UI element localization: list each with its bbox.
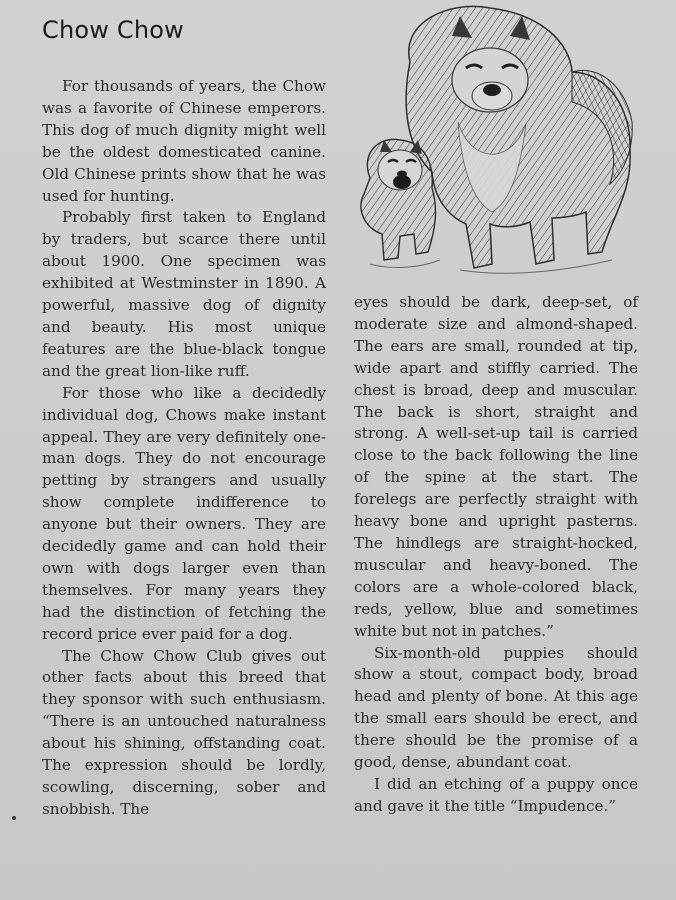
right-text-column bbox=[354, 292, 638, 818]
paragraph-puppies: Six-month-old puppies should show a stout, compact body, broad head and plenty of bone. At this age the small ears should be erect, and there should be the promise of a good, dense, abundant coat. bbox=[354, 643, 638, 772]
paragraph-england: Probably first taken to England by traders, but scarce there until about 1900. One specimen was exhibited at Westminster in 1890. A powerful, massive dog of dignity and beauty. His most unique features are the blue-black tongue and the great lion-like ruff. bbox=[42, 208, 326, 380]
chow-chow-illustration bbox=[340, 2, 640, 284]
adult-chow-figure bbox=[406, 6, 632, 273]
paragraph-history: For thousands of years, the Chow was a favorite of Chinese emperors. This dog of much dignity might well be the oldest domesticated canine. Old Chinese prints show that he was used for hunting. bbox=[42, 77, 326, 205]
paragraph-club-quote-cont: eyes should be dark, deep-set, of moderate size and almond-shaped. The ears are small, rounded at tip, wide apart and stiffly carried. The chest is broad, deep and muscular. The back is short, straight and strong. A well-set-up tail is carried close to the back following the line of the spine at the start. The forelegs are perfectly straight with heavy bone and upright pasterns. The hindlegs are straight-hocked, muscular and heavy-boned. The colors are a whole-colored black, reds, yellow, blue and sometimes white but not in patches.” bbox=[354, 293, 638, 640]
page-title: Chow Chow bbox=[42, 16, 184, 44]
paragraph-temperament: For those who like a decidedly individual dog, Chows make instant appeal. They are very definitely one-man dogs. They do not encourage petting by strangers and usually show complete indifference to anyone but their owners. They are decidedly game and can hold their own with dogs larger even than themselves. For many years they had the distinction of fetching the record price ever paid for a dog. bbox=[42, 383, 326, 643]
left-text-column bbox=[42, 76, 326, 821]
margin-dot bbox=[12, 816, 16, 820]
paragraph-etching: I did an etching of a puppy once and gave it the title “Impudence.” bbox=[354, 774, 638, 815]
puppy-chow-figure bbox=[361, 139, 440, 267]
paragraph-club-quote-start: The Chow Chow Club gives out other facts about this breed that they sponsor with such enthusiasm. “There is an untouched naturalness about his shining, offstanding coat. The expression should be lordly, scowling, discerning, sober and snobbish. The bbox=[42, 646, 326, 818]
